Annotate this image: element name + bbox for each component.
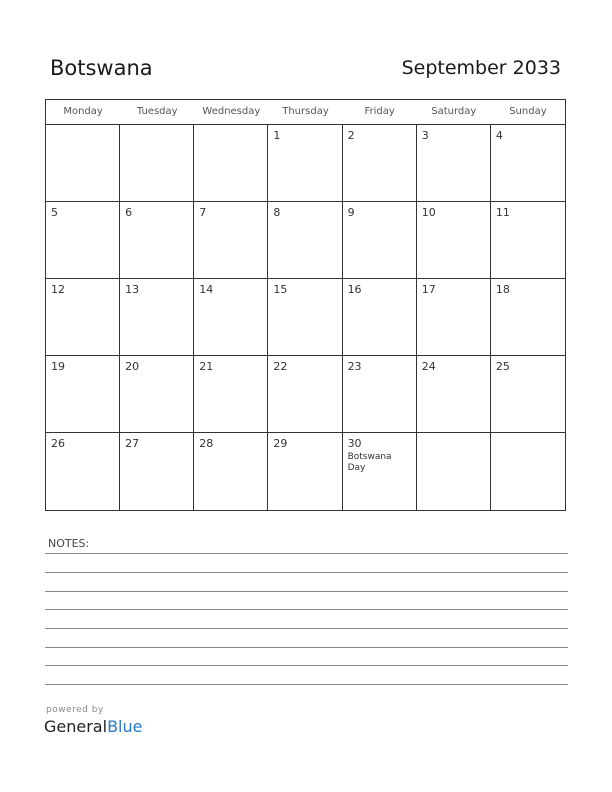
- day-number: 16: [347, 283, 362, 296]
- day-cell-empty[interactable]: [194, 125, 268, 202]
- day-number: 5: [51, 206, 58, 219]
- day-number: 7: [199, 206, 207, 219]
- day-cell-25[interactable]: [491, 356, 565, 433]
- day-cell-29[interactable]: [268, 433, 342, 510]
- day-cell-9[interactable]: [343, 202, 417, 279]
- note-line: [45, 572, 568, 573]
- day-number: 25: [495, 360, 510, 373]
- day-number: 6: [125, 206, 133, 219]
- brand-general: General: [44, 717, 108, 736]
- note-line: [45, 553, 568, 554]
- day-number: 18: [495, 283, 510, 296]
- day-cell-26[interactable]: [46, 433, 120, 510]
- day-cell-10[interactable]: [417, 202, 491, 279]
- day-number: 8: [273, 206, 281, 219]
- day-number: 15: [273, 283, 288, 296]
- day-cell-7[interactable]: [194, 202, 268, 279]
- day-number: 28: [199, 437, 214, 450]
- day-number: 30: [347, 437, 362, 450]
- day-number: 2: [347, 129, 355, 142]
- day-number: 11: [495, 206, 510, 219]
- weekday-tuesday: Tuesday: [136, 106, 178, 117]
- day-number: 20: [125, 360, 140, 373]
- day-cell-19[interactable]: [46, 356, 120, 433]
- calendar-grid: [45, 99, 566, 511]
- weekday-sunday: Sunday: [509, 106, 547, 117]
- day-cell-16[interactable]: [343, 279, 417, 356]
- generalblue-logo[interactable]: [44, 717, 142, 736]
- day-cell-30[interactable]: [343, 433, 417, 510]
- day-cell-24[interactable]: [417, 356, 491, 433]
- day-cell-27[interactable]: [120, 433, 194, 510]
- day-number: 21: [199, 360, 214, 373]
- weekday-saturday: Saturday: [431, 106, 477, 117]
- holiday-label: Botswana Day: [347, 452, 392, 473]
- day-cell-empty[interactable]: [46, 125, 120, 202]
- day-cell-17[interactable]: [417, 279, 491, 356]
- country-title: Botswana: [50, 56, 153, 80]
- note-line: [45, 647, 568, 648]
- day-cell-20[interactable]: [120, 356, 194, 433]
- day-cell-22[interactable]: [268, 356, 342, 433]
- day-cell-2[interactable]: [343, 125, 417, 202]
- note-line: [45, 591, 568, 592]
- day-number: 9: [347, 206, 355, 219]
- brand-blue: Blue: [107, 717, 143, 736]
- day-cell-14[interactable]: [194, 279, 268, 356]
- day-number: 14: [199, 283, 214, 296]
- note-line: [45, 628, 568, 629]
- day-number: 24: [421, 360, 436, 373]
- day-cell-empty[interactable]: [120, 125, 194, 202]
- day-number: 4: [495, 129, 503, 142]
- month-year-title: September 2033: [401, 57, 561, 79]
- day-number: 23: [347, 360, 362, 373]
- day-number: 29: [273, 437, 288, 450]
- weekday-monday: Monday: [63, 106, 103, 117]
- note-line: [45, 684, 568, 685]
- day-number: 22: [273, 360, 288, 373]
- day-cell-empty[interactable]: [417, 433, 491, 510]
- note-line: [45, 609, 568, 610]
- day-number: 13: [125, 283, 140, 296]
- days-grid: [46, 125, 565, 510]
- day-cell-1[interactable]: [268, 125, 342, 202]
- weekday-header-row: [46, 100, 565, 125]
- day-cell-13[interactable]: [120, 279, 194, 356]
- weekday-friday: Friday: [364, 106, 395, 117]
- weekday-wednesday: Wednesday: [202, 106, 261, 117]
- day-cell-18[interactable]: [491, 279, 565, 356]
- note-line: [45, 665, 568, 666]
- day-cell-empty[interactable]: [491, 433, 565, 510]
- day-cell-11[interactable]: [491, 202, 565, 279]
- day-cell-3[interactable]: [417, 125, 491, 202]
- day-number: 27: [125, 437, 140, 450]
- day-number: 12: [51, 283, 65, 296]
- day-cell-6[interactable]: [120, 202, 194, 279]
- day-number: 1: [273, 129, 281, 142]
- day-number: 10: [421, 206, 436, 219]
- day-cell-23[interactable]: [343, 356, 417, 433]
- day-number: 17: [421, 283, 436, 296]
- day-cell-8[interactable]: [268, 202, 342, 279]
- weekday-thursday: Thursday: [282, 106, 329, 117]
- powered-by-text: powered by: [46, 705, 104, 715]
- day-number: 26: [51, 437, 65, 450]
- day-cell-15[interactable]: [268, 279, 342, 356]
- day-cell-12[interactable]: [46, 279, 120, 356]
- day-number: 3: [421, 129, 429, 142]
- day-cell-21[interactable]: [194, 356, 268, 433]
- day-cell-5[interactable]: [46, 202, 120, 279]
- day-number: 19: [51, 360, 65, 373]
- day-cell-4[interactable]: [491, 125, 565, 202]
- notes-label: NOTES:: [48, 537, 90, 550]
- day-cell-28[interactable]: [194, 433, 268, 510]
